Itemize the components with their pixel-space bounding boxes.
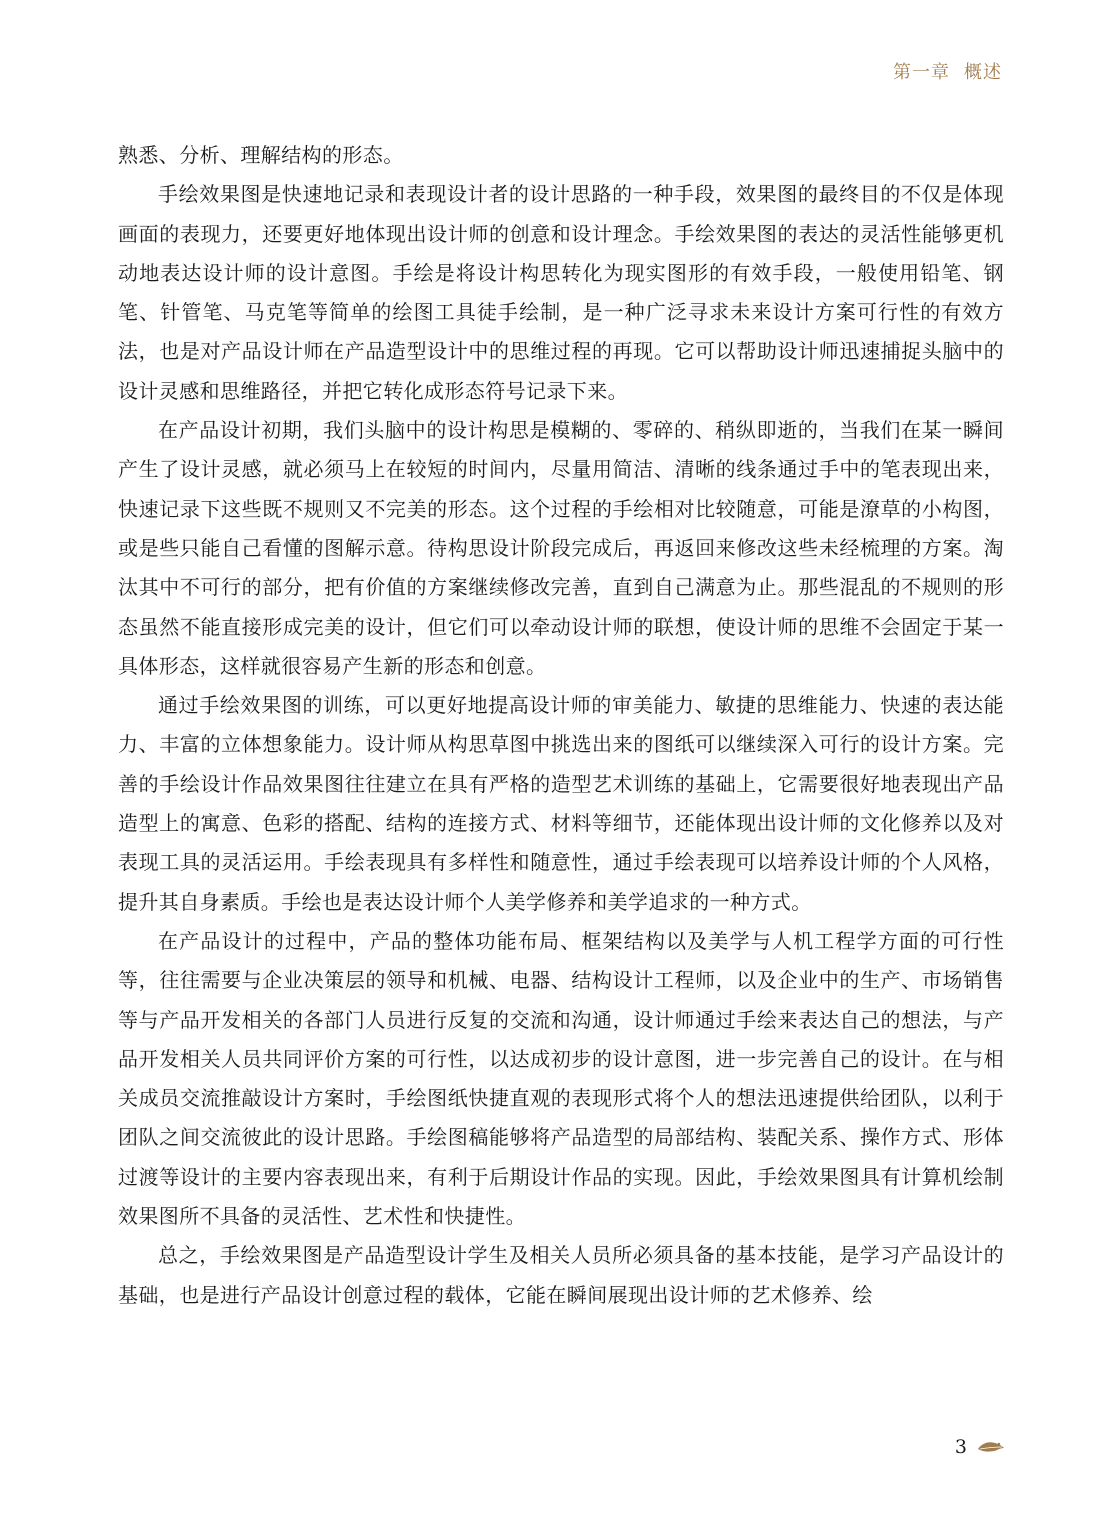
page-footer	[955, 1436, 1005, 1458]
paragraph: 在产品设计的过程中，产品的整体功能布局、框架结构以及美学与人机工程学方面的可行性等，往往需要与企业决策层的领导和机械、电器、结构设计工程师，以及企业中的生产、市场销售等与产品开发相关的各部门人员进行反复的交流和沟通，设计师通过手绘来表达自己的想法，与产品开发相关人员共同评价方案的可行性，以达成初步的设计意图，进一步完善自己的设计。在与相关成员交流推敲设计方案时，手绘图纸快捷直观的表现形式将个人的想法迅速提供给团队，以利于团队之间交流彼此的设计思路。手绘图稿能够将产品造型的局部结构、装配关系、操作方式、形体过渡等设计的主要内容表现出来，有利于后期设计作品的实现。因此，手绘效果图具有计算机绘制效果图所不具备的灵活性、艺术性和快捷性。	[118, 928, 1004, 1229]
paragraph: 总之，手绘效果图是产品造型设计学生及相关人员所必须具备的基本技能，是学习产品设计的基础，也是进行产品设计创意过程的载体，它能在瞬间展现出设计师的艺术修养、绘	[118, 1243, 1004, 1307]
page-number: 3	[954, 1436, 967, 1458]
chapter-number: 第一章	[893, 62, 950, 83]
paragraph-continuation: 熟悉、分析、理解结构的形态。	[118, 143, 404, 167]
chapter-title: 概述	[964, 62, 1002, 83]
body-text	[118, 136, 1004, 1315]
paragraph: 通过手绘效果图的训练，可以更好地提高设计师的审美能力、敏捷的思维能力、快速的表达能力、丰富的立体想象能力。设计师从构思草图中挑选出来的图纸可以继续深入可行的设计方案。完善的手绘设计作品效果图往往建立在具有严格的造型艺术训练的基础上，它需要很好地表现出产品造型上的寓意、色彩的搭配、结构的连接方式、材料等细节，还能体现出设计师的文化修养以及对表现工具的灵活运用。手绘表现具有多样性和随意性，通过手绘表现可以培养设计师的个人风格，提升其自身素质。手绘也是表达设计师个人美学修养和美学追求的一种方式。	[118, 693, 1004, 914]
paragraph: 在产品设计初期，我们头脑中的设计构思是模糊的、零碎的、稍纵即逝的，当我们在某一瞬间产生了设计灵感，就必须马上在较短的时间内，尽量用简洁、清晰的线条通过手中的笔表现出来，快速记录下这些既不规则又不完美的形态。这个过程的手绘相对比较随意，可能是潦草的小构图，或是些只能自己看懂的图解示意。待构思设计阶段完成后，再返回来修改这些未经梳理的方案。淘汰其中不可行的部分，把有价值的方案继续修改完善，直到自己满意为止。那些混乱的不规则的形态虽然不能直接形成完美的设计，但它们可以牵动设计师的联想，使设计师的思维不会固定于某一具体形态，这样就很容易产生新的形态和创意。	[118, 418, 1004, 678]
leaf-ornament-icon	[977, 1440, 1005, 1454]
running-header	[893, 58, 1002, 84]
paragraph: 手绘效果图是快速地记录和表现设计者的设计思路的一种手段，效果图的最终目的不仅是体现画面的表现力，还要更好地体现出设计师的创意和设计理念。手绘效果图的表达的灵活性能够更机动地表达设计师的设计意图。手绘是将设计构思转化为现实图形的有效手段，一般使用铅笔、钢笔、针管笔、马克笔等简单的绘图工具徒手绘制，是一种广泛寻求未来设计方案可行性的有效方法，也是对产品设计师在产品造型设计中的思维过程的再现。它可以帮助设计师迅速捕捉头脑中的设计灵感和思维路径，并把它转化成形态符号记录下来。	[118, 182, 1004, 403]
